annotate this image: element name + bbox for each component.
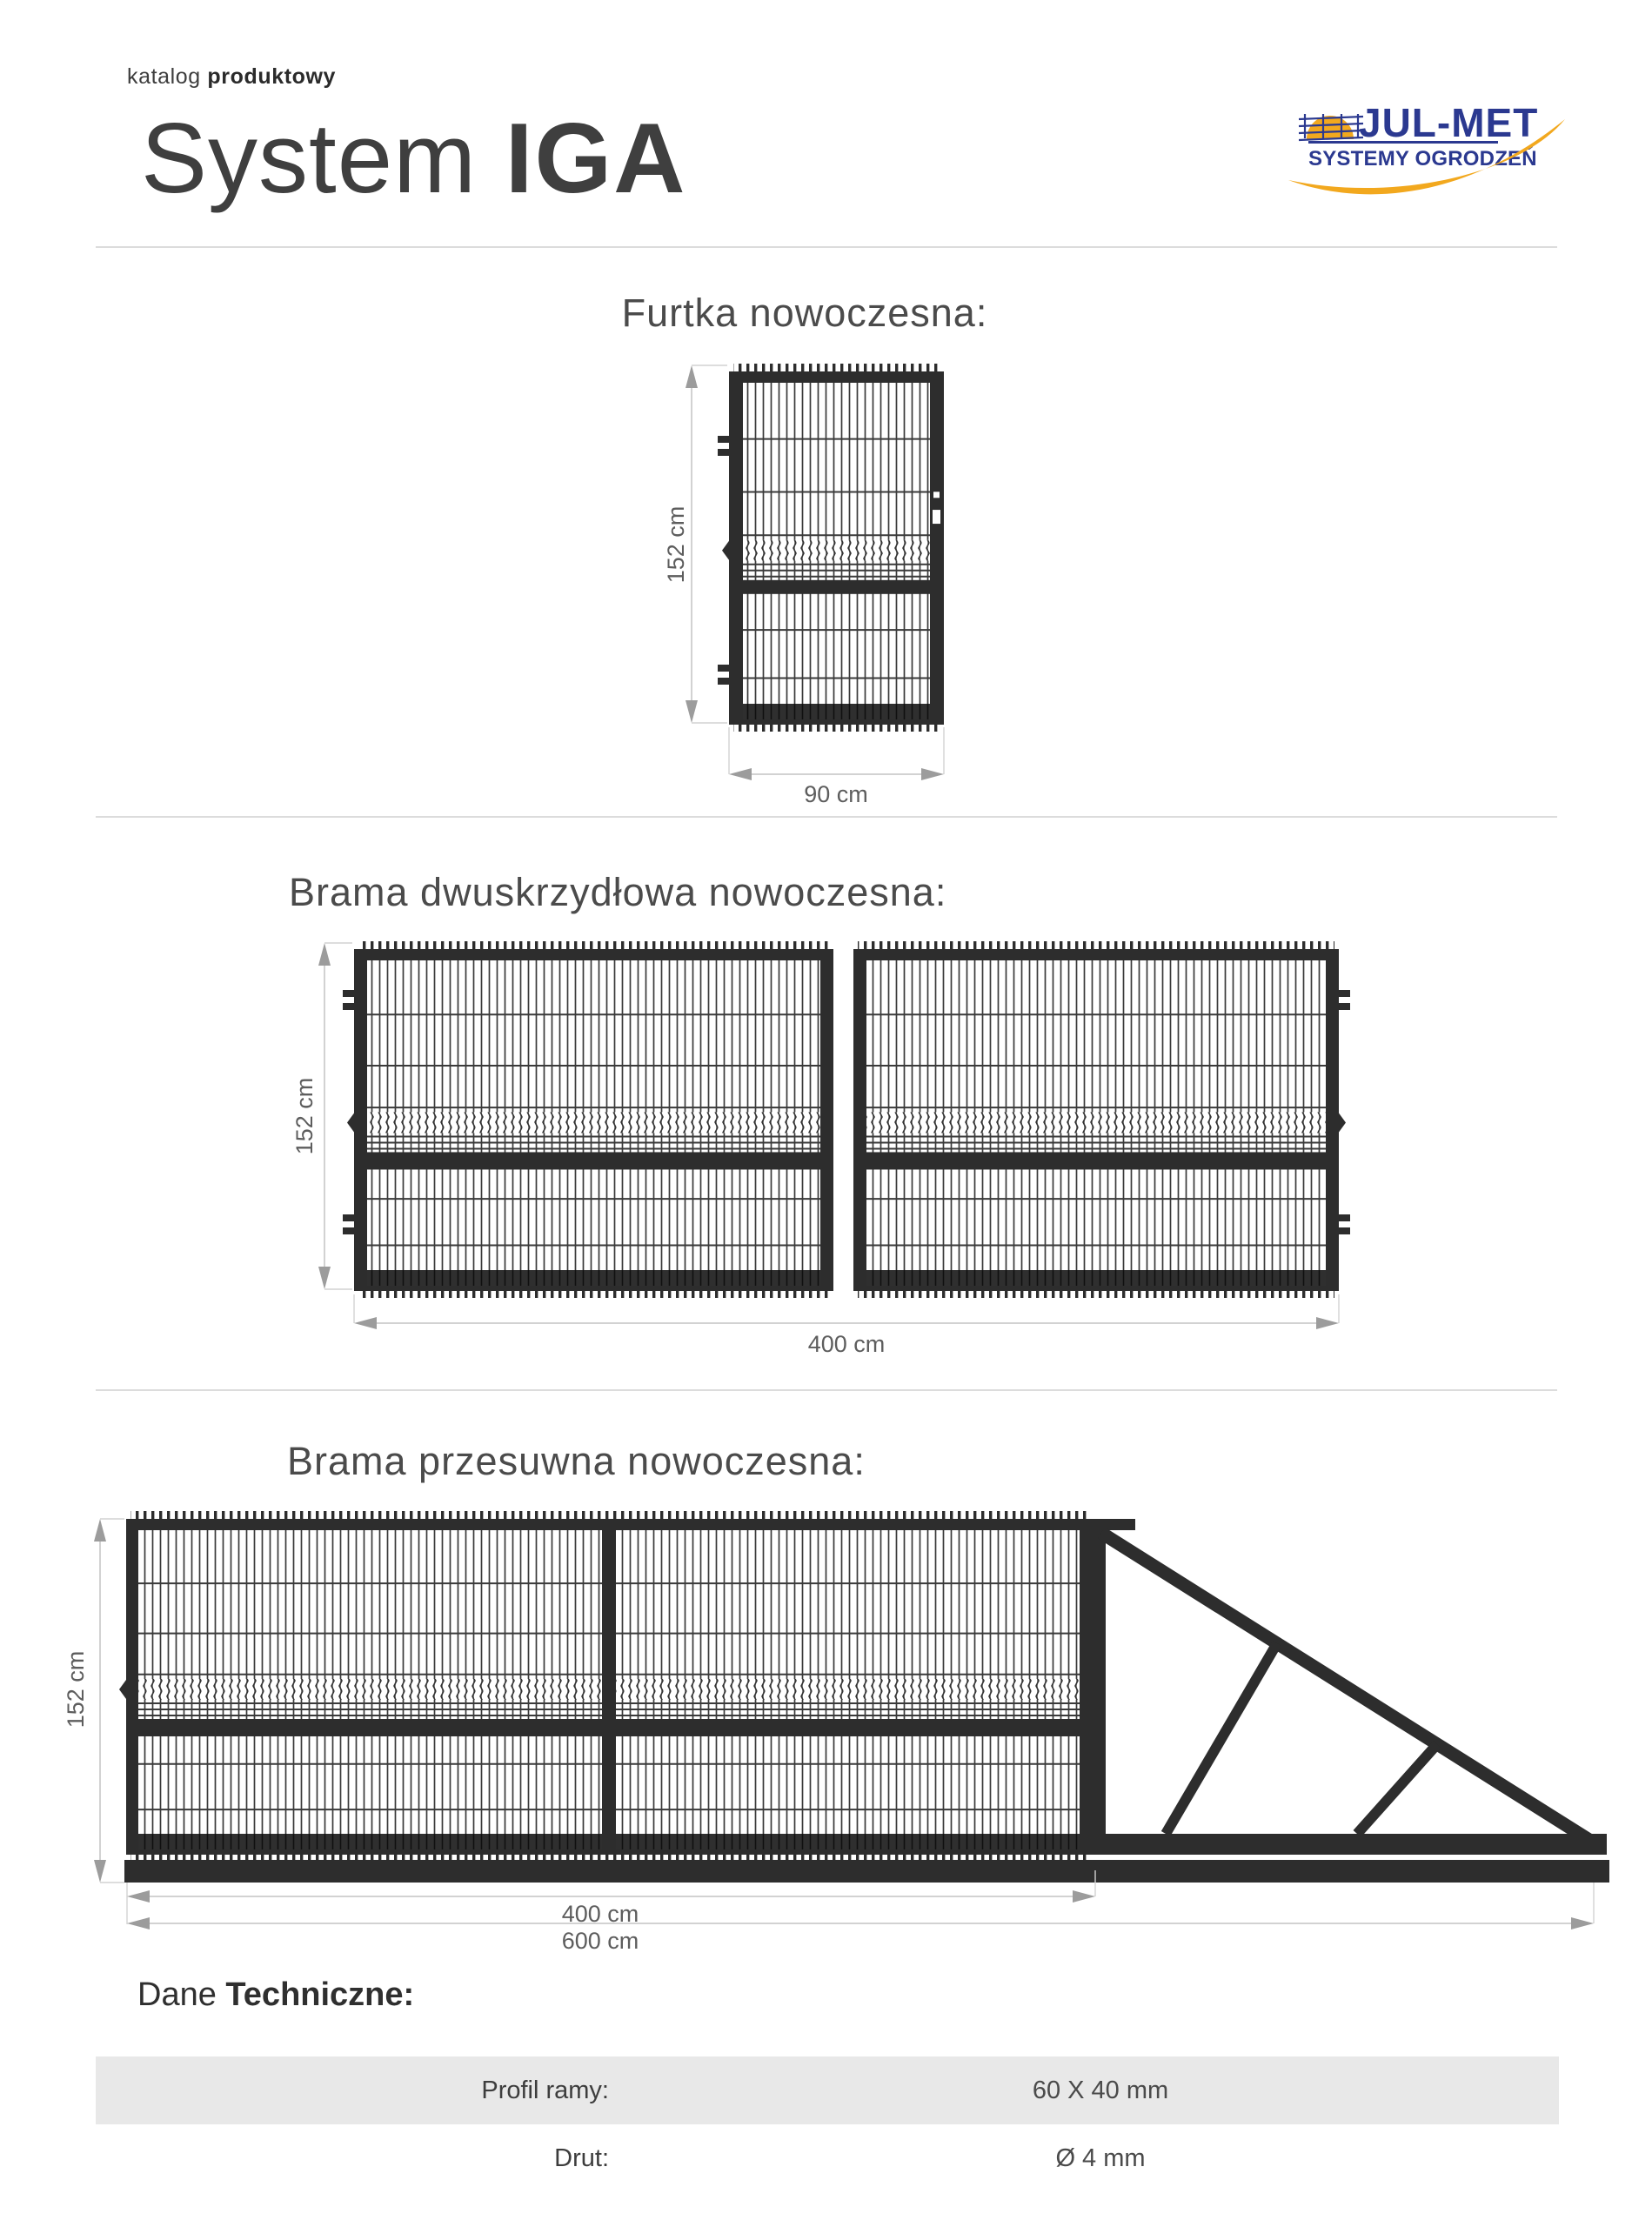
przesuwna-width-total-label: 600 cm	[561, 1928, 639, 1954]
przesuwna-height-label: 152 cm	[63, 1650, 89, 1729]
tech-row-label: Profil ramy:	[481, 2077, 609, 2104]
logo-graphic	[1288, 114, 1565, 194]
przesuwna-drawing	[63, 1511, 1609, 1954]
tech-row-value: Ø 4 mm	[1055, 2144, 1146, 2172]
przesuwna-width-gate-label: 400 cm	[561, 1901, 639, 1927]
page-title-bold: IGA	[505, 104, 687, 214]
tech-heading-light: Dane	[137, 1976, 217, 2013]
section-title-przesuwna: Brama przesuwna nowoczesna:	[287, 1439, 866, 1483]
logo-tagline-text: SYSTEMY OGRODZEŃ	[1308, 141, 1498, 171]
furtka-width-label: 90 cm	[804, 781, 868, 807]
dwuskrzydlowa-height-label: 152 cm	[291, 1077, 318, 1155]
section-title-dwuskrzydlowa: Brama dwuskrzydłowa nowoczesna:	[289, 870, 947, 914]
logo-brand-text: JUL-MET	[1359, 100, 1539, 145]
dwuskrzydlowa-width-label: 400 cm	[807, 1331, 886, 1357]
furtka-drawing	[663, 364, 944, 807]
kicker-bold: produktowy	[207, 64, 337, 89]
tech-row-label: Drut:	[554, 2144, 609, 2172]
tech-heading-bold: Techniczne:	[225, 1976, 415, 2013]
kicker-light: katalog	[127, 64, 201, 89]
dwuskrzydlowa-drawing	[291, 941, 1350, 1357]
tech-row-value: 60 X 40 mm	[1032, 2077, 1169, 2104]
page-title-light: System	[141, 104, 478, 214]
section-title-furtka: Furtka nowoczesna:	[621, 291, 988, 335]
furtka-height-label: 152 cm	[663, 505, 689, 584]
